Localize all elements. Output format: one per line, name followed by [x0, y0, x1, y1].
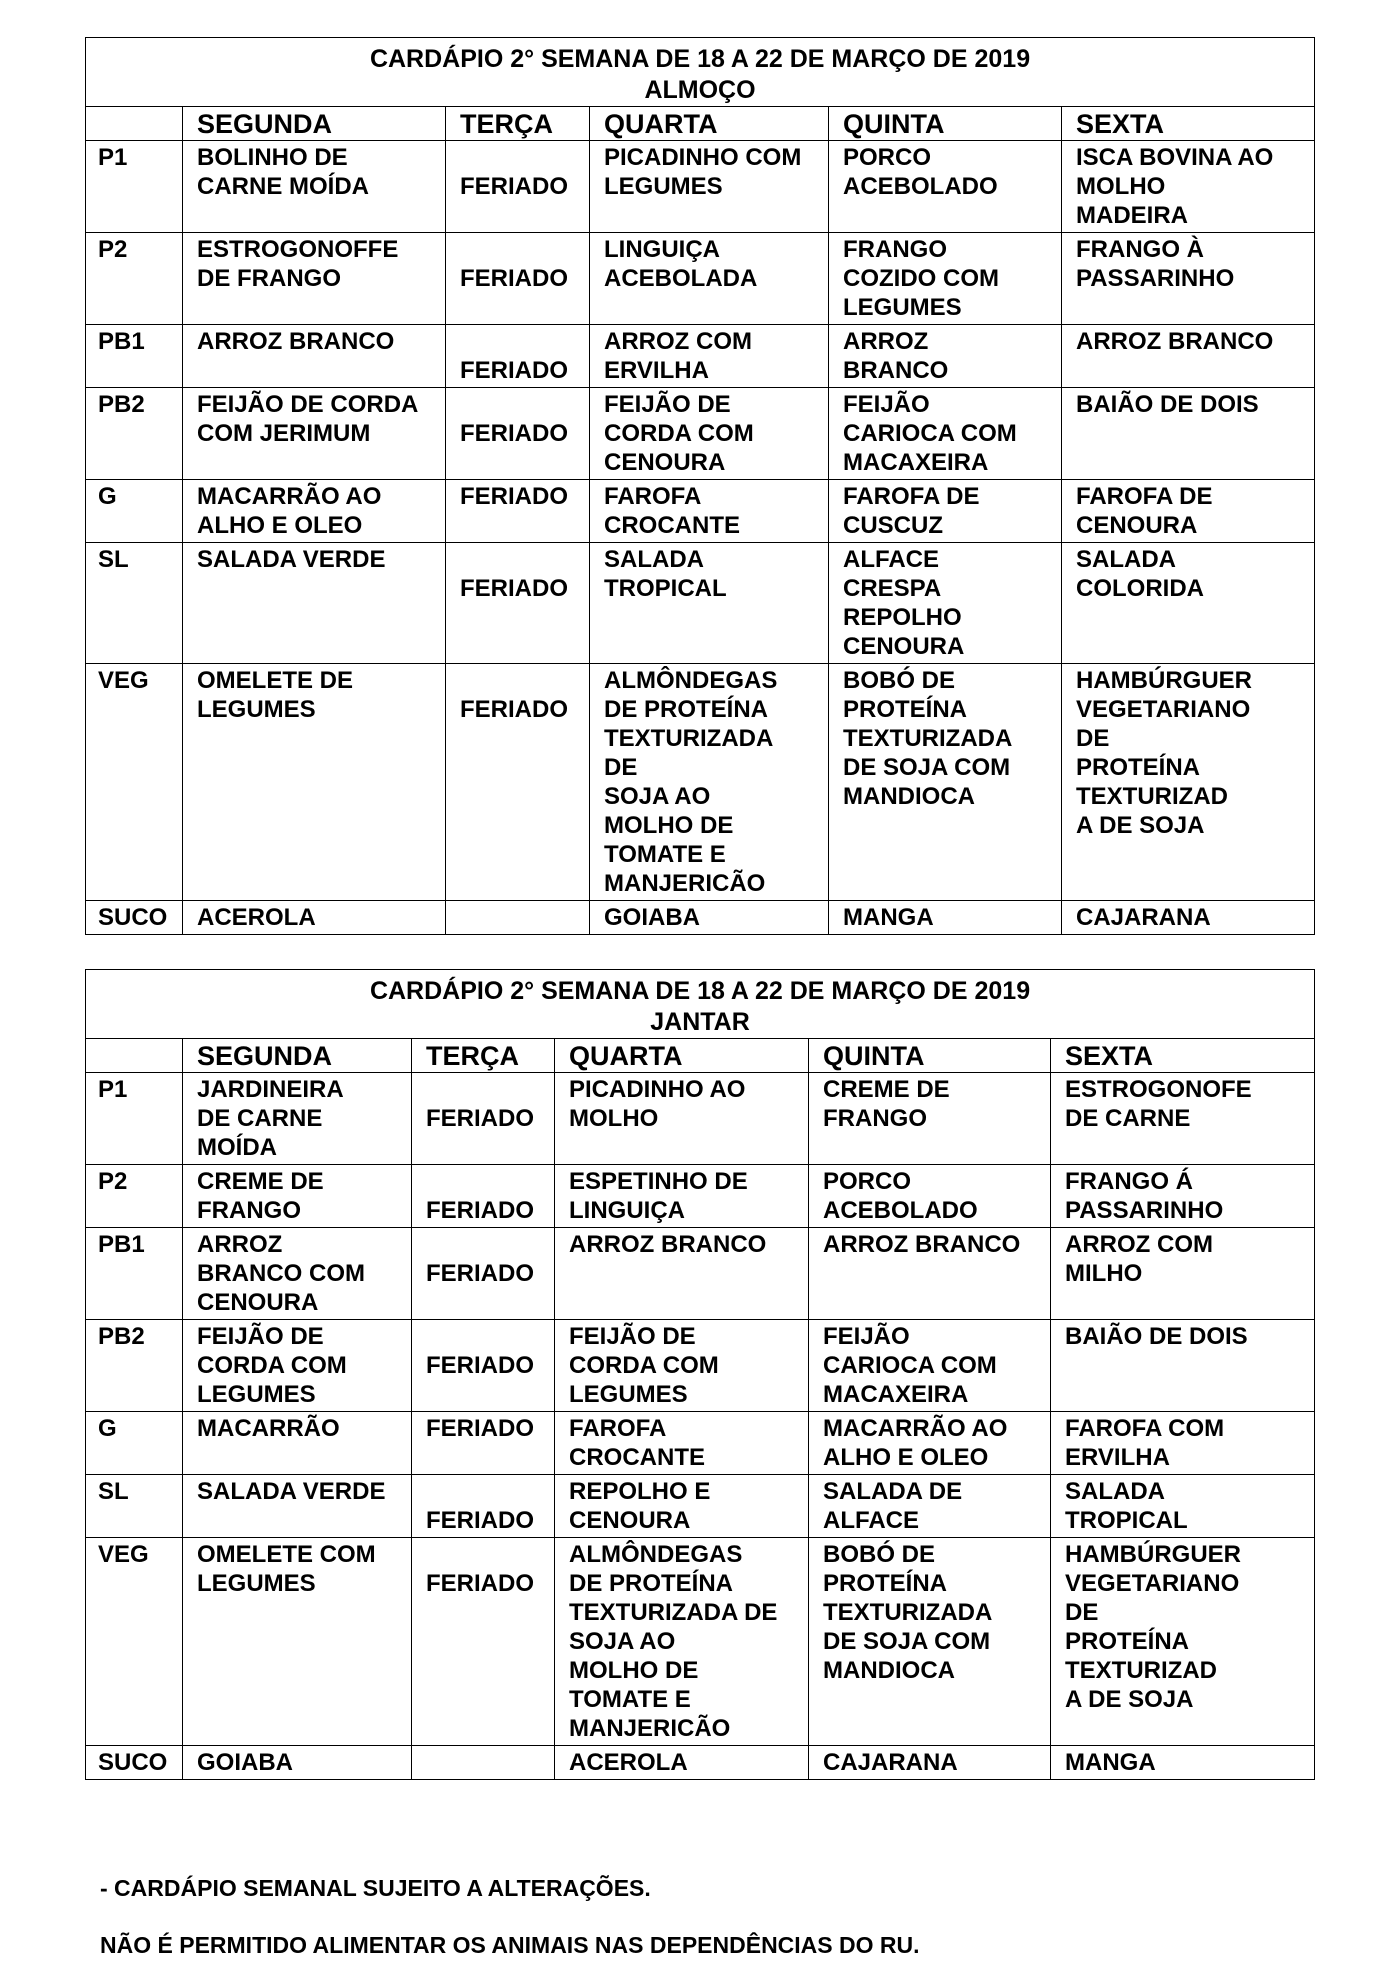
cell-thursday: [829, 901, 1062, 935]
cell-tuesday-text: FERIADO: [460, 575, 568, 602]
cell-friday: [1062, 480, 1315, 543]
cell-friday: [1051, 1412, 1315, 1475]
cell-thursday-text: FAROFA DE CUSCUZ: [843, 483, 980, 539]
day-header: SEXTA: [1062, 107, 1315, 141]
cell-wednesday: [590, 543, 829, 664]
day-header: TERÇA: [412, 1039, 555, 1073]
meal-subtitle: ALMOÇO: [644, 76, 756, 104]
row-code-text: P1: [98, 144, 128, 171]
cell-wednesday: [590, 480, 829, 543]
row-code-text: VEG: [98, 667, 149, 694]
days-header-row: [86, 1039, 1315, 1073]
row-code-text: PB2: [98, 391, 145, 418]
table-row: [86, 325, 1315, 388]
cell-thursday: [809, 1320, 1051, 1412]
cell-thursday-text: FEIJÃO CARIOCA COM MACAXEIRA: [823, 1323, 997, 1408]
cell-thursday-text: FRANGO COZIDO COM LEGUMES: [843, 236, 999, 321]
cell-wednesday: [590, 388, 829, 480]
table-row: [86, 543, 1315, 664]
cell-monday-text: ARROZ BRANCO: [197, 328, 395, 355]
cell-friday: [1062, 901, 1315, 935]
row-code-text: VEG: [98, 1541, 149, 1568]
table-row: [86, 1320, 1315, 1412]
cell-monday-text: FEIJÃO DE CORDA COM LEGUMES: [197, 1323, 347, 1408]
cell-thursday: [829, 664, 1062, 901]
cell-thursday: [829, 141, 1062, 233]
row-code-text: PB1: [98, 328, 145, 355]
cell-thursday: [829, 543, 1062, 664]
cell-friday: [1051, 1165, 1315, 1228]
cell-friday: [1051, 1320, 1315, 1412]
cell-friday-text: ISCA BOVINA AO MOLHO MADEIRA: [1076, 144, 1274, 229]
cell-tuesday-text: FERIADO: [460, 173, 568, 200]
cell-monday: [183, 664, 446, 901]
meal-subtitle: JANTAR: [650, 1008, 750, 1036]
cell-monday: [183, 901, 446, 935]
cell-friday-text: BAIÃO DE DOIS: [1076, 391, 1259, 418]
row-code-text: PB1: [98, 1231, 145, 1258]
cell-thursday: [809, 1073, 1051, 1165]
cell-tuesday: [446, 901, 590, 935]
row-code: [86, 388, 183, 480]
table-title: [86, 38, 1315, 107]
cell-monday: [183, 388, 446, 480]
table-title: [86, 970, 1315, 1039]
row-code: [86, 664, 183, 901]
cell-tuesday-text: FERIADO: [426, 1352, 534, 1379]
cell-wednesday-text: FAROFA CROCANTE: [604, 483, 740, 539]
cell-thursday-text: MACARRÃO AO ALHO E OLEO: [823, 1415, 1008, 1471]
cell-wednesday: [555, 1165, 809, 1228]
table-row: [86, 480, 1315, 543]
footer-note-changes: - CARDÁPIO SEMANAL SUJEITO A ALTERAÇÕES.: [100, 1875, 651, 1901]
cell-monday-text: ARROZ BRANCO COM CENOURA: [197, 1231, 365, 1316]
cell-friday-text: HAMBÚRGUER VEGETARIANO DE PROTEÍNA TEXTURIZAD A DE SOJA: [1065, 1541, 1241, 1713]
cell-monday-text: ESTROGONOFFE DE FRANGO: [197, 236, 399, 292]
row-code: [86, 1475, 183, 1538]
cell-tuesday: [446, 325, 590, 388]
cell-monday-text: OMELETE COM LEGUMES: [197, 1541, 376, 1597]
cell-wednesday-text: GOIABA: [604, 904, 700, 931]
cell-monday-text: MACARRÃO: [197, 1415, 340, 1442]
cell-friday-text: SALADA TROPICAL: [1065, 1478, 1188, 1534]
cell-monday: [183, 1073, 412, 1165]
row-code-text: SL: [98, 1478, 129, 1505]
cell-thursday-text: CREME DE FRANGO: [823, 1076, 950, 1132]
cell-thursday: [829, 388, 1062, 480]
table-row: [86, 1746, 1315, 1780]
cell-friday-text: MANGA: [1065, 1749, 1156, 1776]
day-header: QUARTA: [555, 1039, 809, 1073]
cell-wednesday: [590, 233, 829, 325]
cell-monday-text: SALADA VERDE: [197, 1478, 386, 1505]
cell-friday: [1051, 1073, 1315, 1165]
cell-monday: [183, 1228, 412, 1320]
row-code-text: SUCO: [98, 904, 168, 931]
cell-friday: [1062, 325, 1315, 388]
cell-tuesday-text: FERIADO: [426, 1570, 534, 1597]
table-row: [86, 901, 1315, 935]
table-row: [86, 141, 1315, 233]
row-code: [86, 1746, 183, 1780]
day-header: QUINTA: [829, 107, 1062, 141]
cell-wednesday: [555, 1538, 809, 1746]
days-header-row: [86, 107, 1315, 141]
cell-friday-text: ARROZ BRANCO: [1076, 328, 1274, 355]
cell-thursday-text: BOBÓ DE PROTEÍNA TEXTURIZADA DE SOJA COM MANDIOCA: [823, 1541, 993, 1684]
cell-friday-text: FRANGO À PASSARINHO: [1076, 236, 1235, 292]
cell-tuesday: [446, 388, 590, 480]
cell-wednesday-text: ALMÔNDEGAS DE PROTEÍNA TEXTURIZADA DE SOJA AO MOLHO DE TOMATE E MANJERICÃO: [604, 667, 778, 897]
cell-friday: [1062, 141, 1315, 233]
row-code: [86, 480, 183, 543]
cell-tuesday: [412, 1228, 555, 1320]
cell-tuesday: [412, 1320, 555, 1412]
row-code-text: P2: [98, 236, 128, 263]
cell-wednesday-text: ALMÔNDEGAS DE PROTEÍNA TEXTURIZADA DE SOJA AO MOLHO DE TOMATE E MANJERICÃO: [569, 1541, 778, 1742]
row-code-text: P2: [98, 1168, 128, 1195]
cell-wednesday-text: SALADA TROPICAL: [604, 546, 727, 602]
cell-wednesday: [590, 664, 829, 901]
cell-thursday: [809, 1228, 1051, 1320]
cell-thursday: [809, 1165, 1051, 1228]
cell-monday-text: MACARRÃO AO ALHO E OLEO: [197, 483, 382, 539]
cell-friday-text: CAJARANA: [1076, 904, 1211, 931]
cell-monday-text: BOLINHO DE CARNE MOÍDA: [197, 144, 369, 200]
cell-thursday-text: PORCO ACEBOLADO: [843, 144, 998, 200]
cell-monday: [183, 1412, 412, 1475]
cell-thursday-text: PORCO ACEBOLADO: [823, 1168, 978, 1224]
table-row: [86, 1538, 1315, 1746]
cell-friday-text: ARROZ COM MILHO: [1065, 1231, 1213, 1287]
cell-wednesday: [590, 901, 829, 935]
menu-table-jantar: [85, 969, 1315, 1780]
row-code: [86, 1165, 183, 1228]
row-code-text: P1: [98, 1076, 128, 1103]
cell-wednesday-text: FEIJÃO DE CORDA COM CENOURA: [604, 391, 754, 476]
table-row: [86, 233, 1315, 325]
cell-tuesday-text: FERIADO: [426, 1105, 534, 1132]
row-code-text: PB2: [98, 1323, 145, 1350]
cell-wednesday-text: FAROFA CROCANTE: [569, 1415, 705, 1471]
cell-tuesday: [412, 1073, 555, 1165]
day-header: SEXTA: [1051, 1039, 1315, 1073]
cell-friday: [1062, 233, 1315, 325]
row-code: [86, 1073, 183, 1165]
cell-friday: [1051, 1538, 1315, 1746]
row-code: [86, 1320, 183, 1412]
cell-wednesday: [555, 1228, 809, 1320]
cell-monday: [183, 480, 446, 543]
row-code: [86, 1228, 183, 1320]
cell-thursday-text: FEIJÃO CARIOCA COM MACAXEIRA: [843, 391, 1017, 476]
cell-friday: [1062, 543, 1315, 664]
day-header: SEGUNDA: [183, 1039, 412, 1073]
cell-monday: [183, 141, 446, 233]
corner-cell: [86, 107, 183, 141]
cell-thursday: [809, 1538, 1051, 1746]
row-code: [86, 1412, 183, 1475]
cell-tuesday: [412, 1412, 555, 1475]
cell-friday-text: FRANGO Á PASSARINHO: [1065, 1168, 1224, 1224]
cell-thursday-text: ALFACE CRESPA REPOLHO CENOURA: [843, 546, 965, 660]
cell-tuesday-text: FERIADO: [426, 1197, 534, 1224]
corner-cell: [86, 1039, 183, 1073]
cell-monday-text: ACEROLA: [197, 904, 316, 931]
row-code-text: SUCO: [98, 1749, 168, 1776]
day-header: QUINTA: [809, 1039, 1051, 1073]
cell-friday: [1051, 1746, 1315, 1780]
title-text: CARDÁPIO 2° SEMANA DE 18 A 22 DE MARÇO DE 2019: [369, 977, 1031, 1005]
cell-thursday-text: ARROZ BRANCO: [823, 1231, 1021, 1258]
cell-tuesday-text: FERIADO: [426, 1260, 534, 1287]
cell-tuesday: [446, 664, 590, 901]
cell-thursday: [829, 480, 1062, 543]
cell-thursday: [829, 233, 1062, 325]
table-row: [86, 1228, 1315, 1320]
cell-tuesday: [446, 480, 590, 543]
cell-friday-text: BAIÃO DE DOIS: [1065, 1323, 1248, 1350]
cell-wednesday: [590, 141, 829, 233]
cell-thursday: [809, 1475, 1051, 1538]
almoco-rows: [86, 141, 1315, 935]
day-header: QUARTA: [590, 107, 829, 141]
cell-tuesday: [412, 1475, 555, 1538]
table-row: [86, 388, 1315, 480]
day-header: TERÇA: [446, 107, 590, 141]
row-code: [86, 543, 183, 664]
table-row: [86, 1073, 1315, 1165]
row-code-text: SL: [98, 546, 129, 573]
cell-friday-text: ESTROGONOFE DE CARNE: [1065, 1076, 1252, 1132]
cell-monday: [183, 1538, 412, 1746]
cell-wednesday-text: FEIJÃO DE CORDA COM LEGUMES: [569, 1323, 719, 1408]
cell-wednesday-text: ACEROLA: [569, 1749, 688, 1776]
cell-wednesday: [555, 1320, 809, 1412]
cell-monday: [183, 233, 446, 325]
row-code-text: G: [98, 483, 117, 510]
cell-thursday-text: SALADA DE ALFACE: [823, 1478, 963, 1534]
cell-monday: [183, 1746, 412, 1780]
cell-tuesday-text: FERIADO: [426, 1507, 534, 1534]
cell-monday-text: FEIJÃO DE CORDA COM JERIMUM: [197, 391, 419, 447]
jantar-rows: [86, 1073, 1315, 1780]
cell-tuesday-text: FERIADO: [460, 696, 568, 723]
cell-monday-text: GOIABA: [197, 1749, 293, 1776]
cell-friday: [1062, 664, 1315, 901]
row-code: [86, 233, 183, 325]
cell-friday: [1062, 388, 1315, 480]
row-code: [86, 325, 183, 388]
cell-monday-text: OMELETE DE LEGUMES: [197, 667, 354, 723]
cell-wednesday: [555, 1746, 809, 1780]
row-code-text: G: [98, 1415, 117, 1442]
cell-wednesday: [555, 1475, 809, 1538]
table-row: [86, 1165, 1315, 1228]
cell-monday-text: SALADA VERDE: [197, 546, 386, 573]
cell-friday-text: HAMBÚRGUER VEGETARIANO DE PROTEÍNA TEXTURIZAD A DE SOJA: [1076, 667, 1252, 839]
cell-tuesday-text: FERIADO: [460, 265, 568, 292]
cell-wednesday-text: PICADINHO COM LEGUMES: [604, 144, 802, 200]
cell-friday-text: SALADA COLORIDA: [1076, 546, 1204, 602]
cell-monday: [183, 1165, 412, 1228]
cell-thursday-text: CAJARANA: [823, 1749, 958, 1776]
cell-thursday: [809, 1746, 1051, 1780]
cell-wednesday: [590, 325, 829, 388]
table-row: [86, 1475, 1315, 1538]
title-text: CARDÁPIO 2° SEMANA DE 18 A 22 DE MARÇO DE 2019: [369, 45, 1031, 73]
cell-tuesday: [446, 141, 590, 233]
cell-tuesday-text: FERIADO: [460, 420, 568, 447]
cell-thursday-text: BOBÓ DE PROTEÍNA TEXTURIZADA DE SOJA COM MANDIOCA: [843, 667, 1013, 810]
cell-tuesday: [412, 1538, 555, 1746]
day-header: SEGUNDA: [183, 107, 446, 141]
cell-wednesday: [555, 1412, 809, 1475]
cell-thursday: [809, 1412, 1051, 1475]
cell-tuesday: [446, 543, 590, 664]
row-code: [86, 1538, 183, 1746]
footer-note-animals: NÃO É PERMITIDO ALIMENTAR OS ANIMAIS NAS DEPENDÊNCIAS DO RU.: [100, 1932, 920, 1958]
cell-monday: [183, 1320, 412, 1412]
cell-friday-text: FAROFA DE CENOURA: [1076, 483, 1213, 539]
cell-tuesday: [412, 1746, 555, 1780]
cell-friday: [1051, 1228, 1315, 1320]
cell-friday-text: FAROFA COM ERVILHA: [1065, 1415, 1225, 1471]
row-code: [86, 901, 183, 935]
cell-tuesday-text: FERIADO: [426, 1415, 534, 1442]
cell-wednesday-text: ESPETINHO DE LINGUIÇA: [569, 1168, 748, 1224]
table-row: [86, 664, 1315, 901]
cell-wednesday: [555, 1073, 809, 1165]
menu-table-almoco: [85, 37, 1315, 935]
cell-monday-text: CREME DE FRANGO: [197, 1168, 324, 1224]
cell-friday: [1051, 1475, 1315, 1538]
row-code: [86, 141, 183, 233]
cell-monday-text: JARDINEIRA DE CARNE MOÍDA: [197, 1076, 344, 1161]
cell-monday: [183, 543, 446, 664]
cell-monday: [183, 325, 446, 388]
table-row: [86, 1412, 1315, 1475]
cell-thursday-text: ARROZ BRANCO: [843, 328, 949, 384]
cell-tuesday-text: FERIADO: [460, 357, 568, 384]
cell-wednesday-text: LINGUIÇA ACEBOLADA: [604, 236, 758, 292]
cell-tuesday: [412, 1165, 555, 1228]
cell-thursday: [829, 325, 1062, 388]
cell-tuesday-text: FERIADO: [460, 483, 568, 510]
cell-thursday-text: MANGA: [843, 904, 934, 931]
cell-wednesday-text: ARROZ BRANCO: [569, 1231, 767, 1258]
cell-wednesday-text: ARROZ COM ERVILHA: [604, 328, 752, 384]
cell-wednesday-text: REPOLHO E CENOURA: [569, 1478, 711, 1534]
cell-monday: [183, 1475, 412, 1538]
cell-wednesday-text: PICADINHO AO MOLHO: [569, 1076, 746, 1132]
cell-tuesday: [446, 233, 590, 325]
